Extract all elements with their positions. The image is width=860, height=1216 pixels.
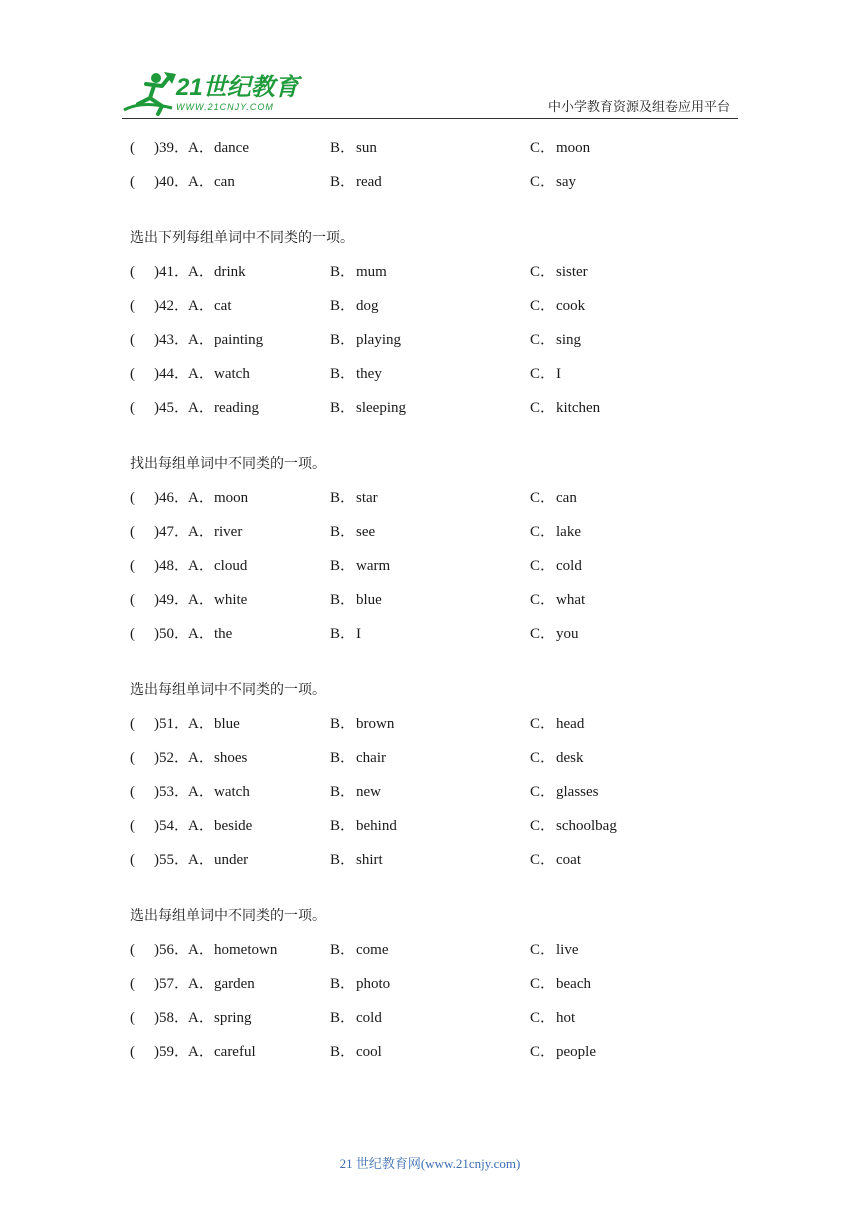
question-row [130,136,750,170]
section-instruction: 选出每组单词中不同类的一项。 [130,908,326,924]
option-letter: B． [330,852,356,868]
option-b [330,1040,382,1064]
option-b [330,622,361,646]
answer-blank[interactable]: ( [130,626,135,642]
option-letter: A． [188,1044,214,1060]
option-b [330,938,388,962]
answer-blank[interactable]: ( [130,784,135,800]
option-a [188,362,250,386]
question-row [130,396,750,420]
section-instruction: 选出每组单词中不同类的一项。 [130,682,326,698]
option-letter: A． [188,976,214,992]
answer-blank[interactable]: ( [130,942,135,958]
header-divider [122,118,738,119]
option-text: lake [556,524,581,540]
option-text: spring [214,1010,252,1026]
logo-wordmark: 21世纪教育 [176,74,299,101]
option-b [330,170,382,194]
option-a [188,780,250,804]
option-text: watch [214,784,250,800]
question-number: )46． [154,490,189,506]
question-row [130,1040,750,1064]
answer-blank[interactable]: ( [130,852,135,868]
option-letter: C． [530,490,556,506]
option-c [530,972,591,996]
question-number: )40． [154,174,189,190]
question-row [130,294,750,328]
option-text: blue [356,592,382,608]
option-a [188,938,277,962]
option-b [330,1006,382,1030]
option-b [330,746,386,770]
option-c [530,328,581,352]
question-row [130,520,750,554]
option-letter: B． [330,366,356,382]
option-text: under [214,852,249,868]
option-text: they [356,366,382,382]
option-letter: C． [530,366,556,382]
option-letter: B． [330,626,356,642]
question-row [130,554,750,588]
option-text: mum [356,264,387,280]
option-letter: C． [530,852,556,868]
option-text: you [556,626,579,642]
answer-blank[interactable]: ( [130,592,135,608]
option-text: cold [556,558,582,574]
option-text: sing [556,332,582,348]
option-letter: A． [188,366,214,382]
option-text: reading [214,400,259,416]
option-letter: B． [330,784,356,800]
option-text: can [214,174,235,190]
option-letter: C． [530,298,556,314]
option-letter: A． [188,592,214,608]
option-text: playing [356,332,401,348]
option-a [188,554,247,578]
option-letter: C． [530,626,556,642]
question-number: )47． [154,524,189,540]
option-letter: B． [330,298,356,314]
question-section [130,226,750,420]
option-letter: A． [188,818,214,834]
option-letter: C． [530,716,556,732]
option-c [530,814,617,838]
option-b [330,520,375,544]
option-letter: C． [530,976,556,992]
option-text: chair [356,750,386,766]
option-text: what [556,592,586,608]
question-number: )45． [154,400,189,416]
option-letter: A． [188,852,214,868]
option-a [188,972,255,996]
question-row [130,938,750,972]
answer-blank[interactable]: ( [130,264,135,280]
option-c [530,1040,596,1064]
question-number: )58． [154,1010,189,1026]
option-letter: B． [330,140,356,156]
answer-blank[interactable]: ( [130,558,135,574]
option-letter: C． [530,264,556,280]
option-letter: A． [188,174,214,190]
option-a [188,486,248,510]
option-text: read [356,174,382,190]
option-text: dance [214,140,249,156]
answer-blank[interactable]: ( [130,366,135,382]
option-text: I [556,366,561,382]
option-a [188,328,263,352]
option-text: careful [214,1044,256,1060]
option-text: hometown [214,942,278,958]
option-b [330,136,377,160]
option-b [330,780,381,804]
option-text: dog [356,298,379,314]
option-b [330,260,387,284]
question-number: )59． [154,1044,189,1060]
option-letter: A． [188,750,214,766]
option-text: hot [556,1010,576,1026]
option-c [530,520,581,544]
option-letter: A． [188,524,214,540]
option-text: warm [356,558,391,574]
option-a [188,622,232,646]
option-letter: B． [330,264,356,280]
option-b [330,294,379,318]
option-c [530,396,600,420]
option-c [530,554,582,578]
question-number: )41． [154,264,189,280]
option-text: live [556,942,579,958]
option-b [330,972,390,996]
option-text: sun [356,140,377,156]
option-text: coat [556,852,581,868]
option-a [188,848,248,872]
question-number: )53． [154,784,189,800]
option-text: star [356,490,378,506]
question-row [130,622,750,646]
option-letter: A． [188,264,214,280]
option-text: schoolbag [556,818,617,834]
option-text: can [556,490,577,506]
option-letter: C． [530,1010,556,1026]
option-letter: B． [330,400,356,416]
option-text: drink [214,264,246,280]
answer-blank[interactable]: ( [130,332,135,348]
answer-blank[interactable]: ( [130,140,135,156]
option-c [530,746,584,770]
option-c [530,260,588,284]
option-c [530,362,561,386]
question-row [130,1006,750,1040]
option-letter: C． [530,400,556,416]
option-letter: C． [530,174,556,190]
answer-blank[interactable]: ( [130,490,135,506]
option-a [188,746,247,770]
option-text: beside [214,818,253,834]
option-letter: B． [330,1010,356,1026]
option-a [188,136,249,160]
option-c [530,938,579,962]
question-row [130,746,750,780]
platform-tagline: 中小学教育资源及组卷应用平台 [547,100,730,115]
option-b [330,588,382,612]
question-section [130,904,750,1064]
option-b [330,486,378,510]
question-row [130,848,750,872]
option-c [530,712,584,736]
option-text: cloud [214,558,248,574]
option-text: cat [214,298,232,314]
question-row [130,780,750,814]
option-b [330,848,383,872]
question-number: )50． [154,626,189,642]
question-number: )39． [154,140,189,156]
option-c [530,1006,575,1030]
option-letter: B． [330,332,356,348]
option-letter: A． [188,490,214,506]
option-text: cool [356,1044,382,1060]
question-row [130,328,750,362]
option-letter: A． [188,332,214,348]
option-text: cold [356,1010,382,1026]
option-letter: C． [530,942,556,958]
option-a [188,814,252,838]
page-header [0,0,860,130]
option-letter: A． [188,140,214,156]
option-letter: A． [188,716,214,732]
option-text: painting [214,332,264,348]
option-text: white [214,592,248,608]
option-c [530,486,577,510]
question-number: )49． [154,592,189,608]
option-letter: A． [188,298,214,314]
option-letter: C． [530,140,556,156]
option-letter: A． [188,626,214,642]
option-text: people [556,1044,596,1060]
option-a [188,1040,256,1064]
question-number: )57． [154,976,189,992]
option-b [330,712,394,736]
option-text: sleeping [356,400,406,416]
option-letter: B． [330,174,356,190]
option-text: say [556,174,576,190]
answer-blank[interactable]: ( [130,1010,135,1026]
option-a [188,396,259,420]
answer-blank[interactable]: ( [130,818,135,834]
option-text: see [356,524,376,540]
option-text: cook [556,298,586,314]
option-a [188,520,242,544]
question-row [130,972,750,1006]
option-a [188,588,247,612]
option-letter: C． [530,818,556,834]
question-number: )54． [154,818,189,834]
option-text: beach [556,976,591,992]
option-text: sister [556,264,588,280]
question-row [130,362,750,396]
option-text: brown [356,716,395,732]
option-letter: C． [530,592,556,608]
answer-blank[interactable]: ( [130,298,135,314]
option-letter: B． [330,942,356,958]
question-row [130,170,750,194]
question-section [130,136,750,194]
question-list [130,136,750,1064]
answer-blank[interactable]: ( [130,750,135,766]
logo-url: WWW.21CNJY.COM [176,102,274,112]
option-text: shoes [214,750,248,766]
question-number: )42． [154,298,189,314]
option-letter: A． [188,558,214,574]
option-letter: B． [330,1044,356,1060]
option-text: moon [556,140,591,156]
option-text: river [214,524,243,540]
option-text: new [356,784,381,800]
section-instruction: 选出下列每组单词中不同类的一项。 [130,230,354,246]
option-b [330,396,406,420]
option-letter: A． [188,400,214,416]
question-row [130,814,750,848]
option-letter: C． [530,750,556,766]
option-b [330,814,397,838]
question-row [130,260,750,294]
option-letter: B． [330,524,356,540]
option-text: blue [214,716,240,732]
option-letter: C． [530,558,556,574]
answer-blank[interactable]: ( [130,400,135,416]
answer-blank[interactable]: ( [130,524,135,540]
option-text: photo [356,976,391,992]
option-letter: A． [188,942,214,958]
option-c [530,780,599,804]
option-a [188,712,240,736]
option-letter: C． [530,524,556,540]
option-c [530,136,590,160]
option-text: desk [556,750,584,766]
question-row [130,486,750,520]
question-row [130,712,750,746]
option-a [188,260,246,284]
option-a [188,170,235,194]
option-letter: C． [530,784,556,800]
option-b [330,362,382,386]
question-row [130,588,750,622]
question-number: )55． [154,852,189,868]
section-instruction: 找出每组单词中不同类的一项。 [130,456,326,472]
option-letter: B． [330,592,356,608]
question-section [130,452,750,646]
option-text: watch [214,366,250,382]
option-a [188,1006,252,1030]
option-letter: B． [330,558,356,574]
question-number: )44． [154,366,189,382]
option-text: moon [214,490,249,506]
option-text: shirt [356,852,383,868]
option-text: kitchen [556,400,601,416]
option-c [530,170,576,194]
page-footer[interactable]: 21 世纪教育网(www.21cnjy.com) [339,1156,521,1171]
option-c [530,294,585,318]
option-letter: B． [330,976,356,992]
option-letter: B． [330,818,356,834]
question-number: )43． [154,332,189,348]
option-text: come [356,942,389,958]
question-section [130,678,750,872]
question-number: )48． [154,558,189,574]
option-letter: C． [530,1044,556,1060]
option-text: I [356,626,361,642]
option-b [330,554,390,578]
answer-blank[interactable]: ( [130,1044,135,1060]
option-text: head [556,716,585,732]
option-letter: B． [330,716,356,732]
option-text: the [214,626,233,642]
option-c [530,622,579,646]
question-number: )52． [154,750,189,766]
option-c [530,848,581,872]
option-letter: B． [330,490,356,506]
question-number: )56． [154,942,189,958]
option-text: garden [214,976,255,992]
option-c [530,588,585,612]
option-letter: C． [530,332,556,348]
answer-blank[interactable]: ( [130,716,135,732]
question-number: )51． [154,716,189,732]
answer-blank[interactable]: ( [130,976,135,992]
option-letter: A． [188,1010,214,1026]
option-text: glasses [556,784,599,800]
option-text: behind [356,818,397,834]
option-b [330,328,401,352]
option-letter: A． [188,784,214,800]
option-a [188,294,231,318]
answer-blank[interactable]: ( [130,174,135,190]
option-letter: B． [330,750,356,766]
